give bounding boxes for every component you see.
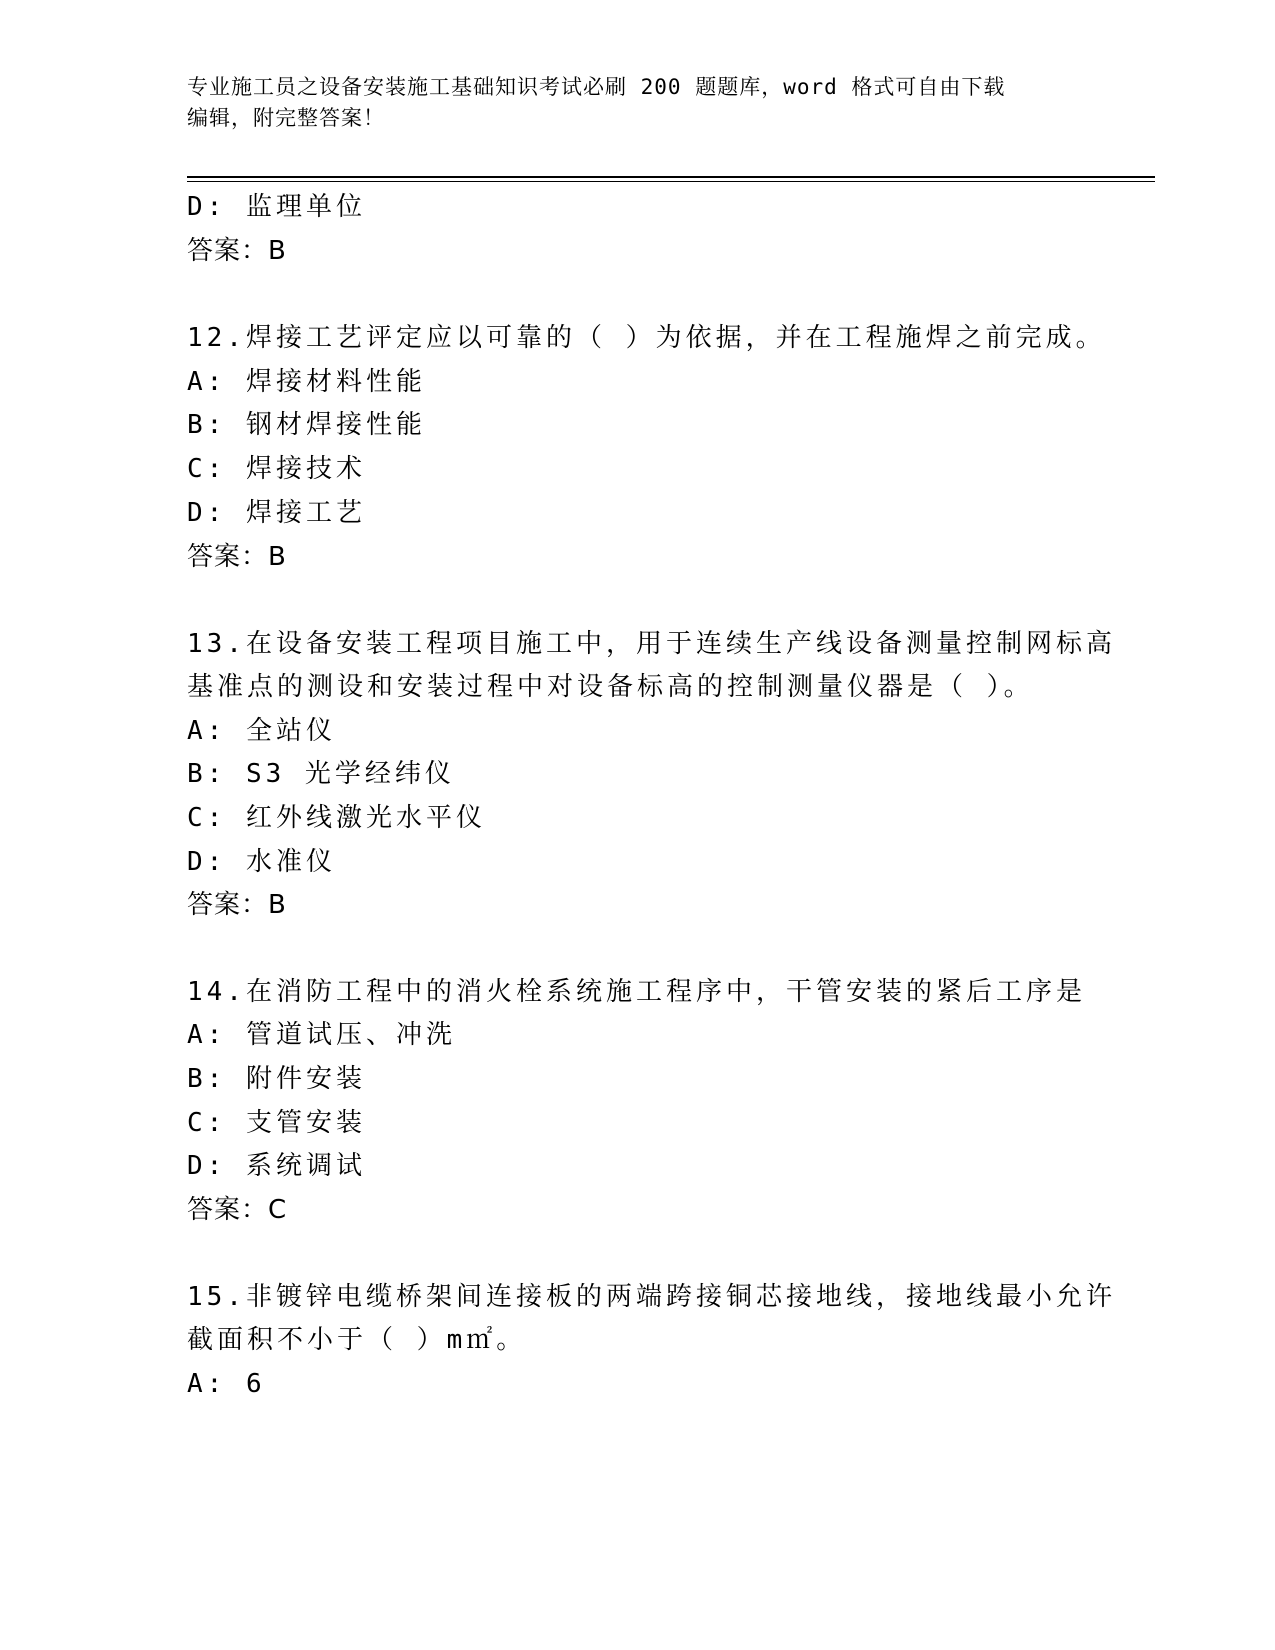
q12-answer: 答案：B xyxy=(187,542,287,572)
q14-option-b: B: 附件安装 xyxy=(187,1064,366,1094)
q14-answer: 答案：C xyxy=(187,1195,288,1225)
header-line-1: 专业施工员之设备安装施工基础知识考试必刷 200 题题库，word 格式可自由下载 xyxy=(187,75,1006,99)
q14-option-c: C: 支管安装 xyxy=(187,1108,366,1138)
q12-option-b: B: 钢材焊接性能 xyxy=(187,410,426,440)
q15-stem-line-1: 15.非镀锌电缆桥架间连接板的两端跨接铜芯接地线，接地线最小允许 xyxy=(187,1282,1116,1312)
prev-answer: 答案：B xyxy=(187,236,287,266)
q15-stem-line-2: 截面积不小于（ ）m㎡。 xyxy=(187,1325,527,1355)
q13-stem-line-1: 13.在设备安装工程项目施工中，用于连续生产线设备测量控制网标高 xyxy=(187,629,1116,659)
q13-stem-line-2: 基准点的测设和安装过程中对设备标高的控制测量仪器是（ ）。 xyxy=(187,672,1034,702)
header-line-2: 编辑，附完整答案！ xyxy=(187,106,385,130)
q13-answer: 答案：B xyxy=(187,890,287,920)
q13-option-a: A: 全站仪 xyxy=(187,716,336,746)
header-rule-thick xyxy=(187,176,1155,178)
q15-option-a: A: 6 xyxy=(187,1369,266,1399)
q12-option-c: C: 焊接技术 xyxy=(187,454,366,484)
document-header xyxy=(187,72,1067,134)
q14-option-d: D: 系统调试 xyxy=(187,1151,366,1181)
prev-option-d: D: 监理单位 xyxy=(187,192,366,222)
q12-option-a: A: 焊接材料性能 xyxy=(187,367,426,397)
q13-option-d: D: 水准仪 xyxy=(187,847,336,877)
q14-option-a: A: 管道试压、冲洗 xyxy=(187,1020,456,1050)
q14-stem: 14.在消防工程中的消火栓系统施工程序中，干管安装的紧后工序是 xyxy=(187,977,1086,1007)
q13-option-b: B: S3 光学经纬仪 xyxy=(187,759,455,789)
q12-stem: 12.焊接工艺评定应以可靠的（ ）为依据，并在工程施焊之前完成。 xyxy=(187,323,1106,353)
q13-option-c: C: 红外线激光水平仪 xyxy=(187,803,486,833)
header-rule-thin xyxy=(187,181,1155,182)
q12-option-d: D: 焊接工艺 xyxy=(187,498,366,528)
